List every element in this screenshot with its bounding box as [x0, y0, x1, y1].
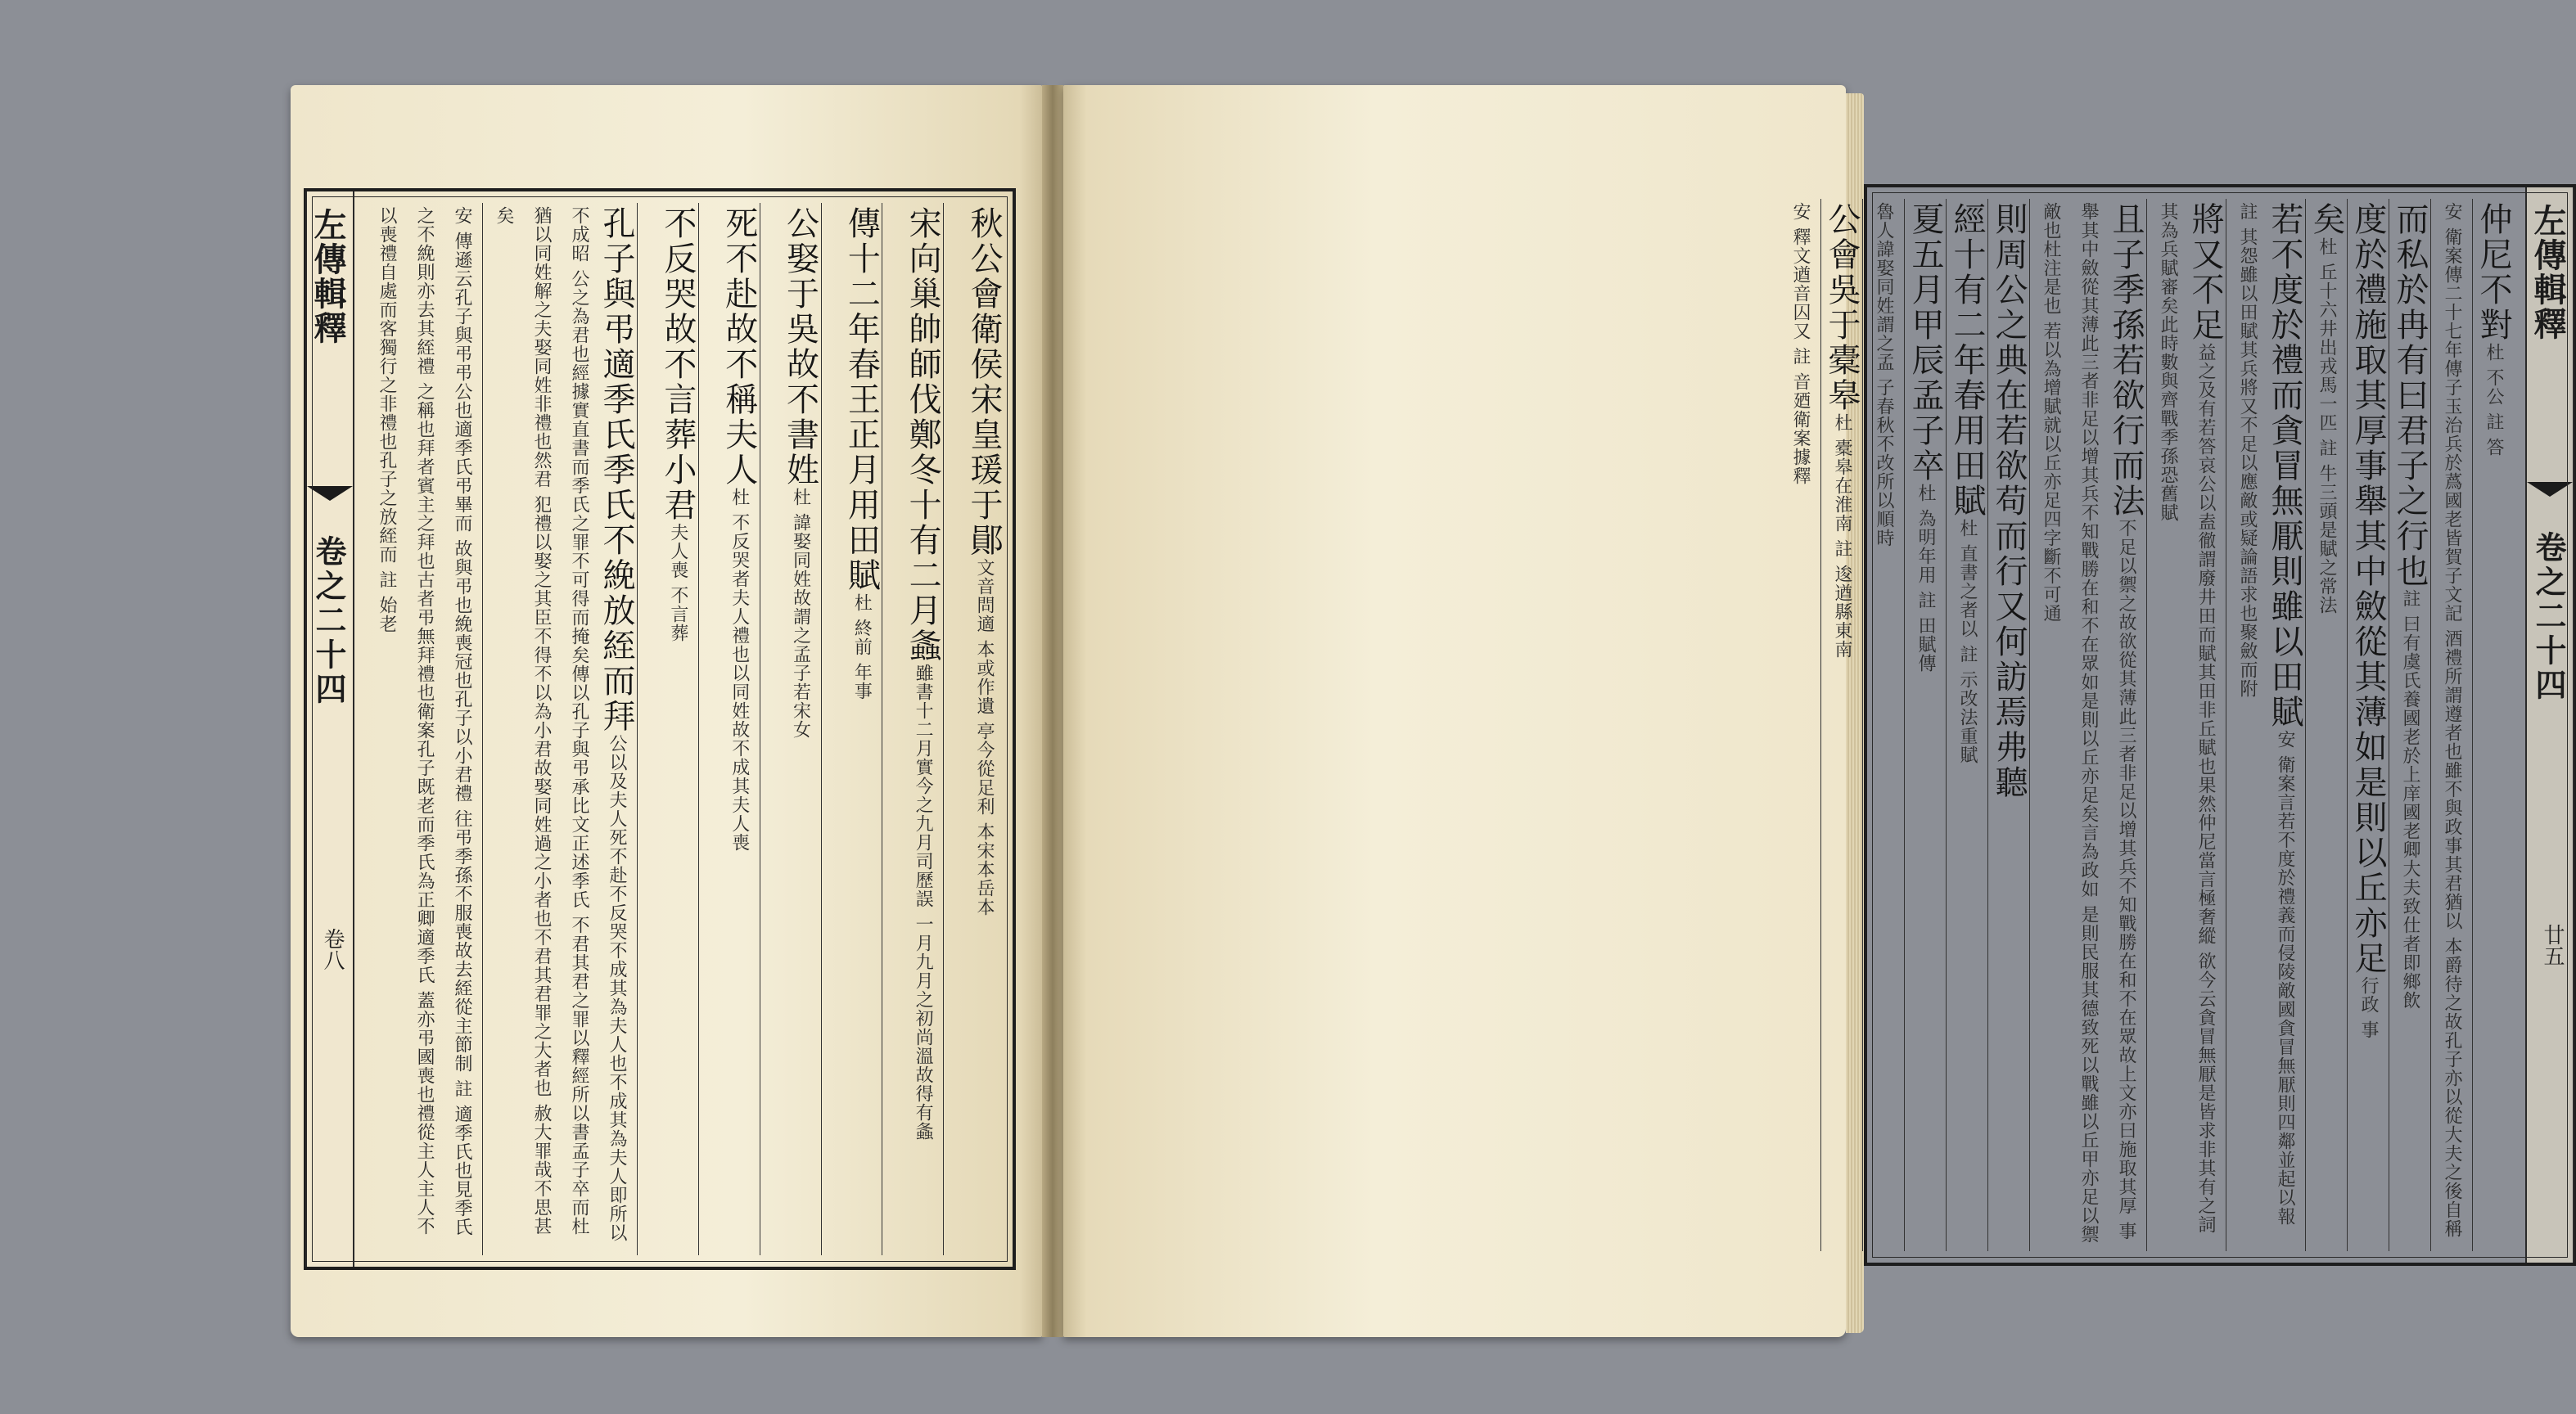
right-page	[1063, 85, 2567, 1337]
book-gutter	[1042, 85, 1063, 1337]
text-column	[698, 203, 760, 1255]
main-text: 若不度於禮而貪冒無厭則雖以田賦	[2266, 202, 2303, 730]
text-column	[1862, 199, 1904, 1251]
text-column	[2305, 199, 2347, 1251]
annotation-text: 公以及夫人死不赴不反哭不成其為夫人也不成其為夫人即所以不成昭 公之為君也經據實直書而季氏之罪不可得而掩矣傳以孔子與弔承比文正述季氏 不君其君之罪以釋經所以書孟子卒而杜猶以同姓解之夫娶同姓非禮也然君 犯禮以娶之其臣不得不以為小君故娶同姓過之小者也不君其君罪之大者也 赦大罪哉不思甚矣	[494, 206, 628, 1242]
annotation-text: 安 傳遜云孔子與弔弔公也適季氏弔畢而 故與弔也絻喪冠也孔子以小君禮 往弔季孫不服喪故去絰從主節制 註 適季氏也見季氏之不絻則亦去其絰禮 之稱也拜者賓主之拜也古者弔無拜禮也衛案孔子既老而季氏為正卿適季氏 蓋亦弔國喪也禮從主人主人不以喪禮自處而客獨行之非禮也孔子之放絰而 註 始老	[377, 206, 473, 1236]
annotation-text: 杜 終前 年事	[851, 593, 873, 700]
main-text: 公娶于吳故不書姓	[781, 206, 819, 488]
right-fold-folio: 廿五	[2540, 924, 2565, 966]
annotation-text: 益之及有若答哀公以盍徹謂廢井田而賦其田非丘賦也果然仲尼當言極奢縱 欲今云貪冒無厭是皆求非其有之詞其為兵賦審矣此時數與齊戰季孫恐舊賦	[2158, 202, 2216, 1234]
annotation-text: 安 釋文遒音囚又 註 音廼衛案據釋	[1790, 202, 1811, 485]
main-text: 秋公會衛侯宋皇瑗于鄖	[965, 206, 1003, 558]
right-text-columns	[1790, 199, 2514, 1251]
right-page-frame	[1790, 184, 2576, 1266]
main-text: 經十有二年春用田賦	[1948, 202, 1986, 519]
main-text: 而私於冉有曰君子之行也	[2391, 202, 2429, 589]
annotation-text: 不足以禦之故欲從其薄此三者非足以增其兵不知戰勝在和不在眾故上文亦曰施取其厚 事舉其中斂從其薄此三者非足以增其兵不知戰勝在和不在眾如是則以丘亦足矣言為政如 是則民服其德致死以戰雖以丘甲亦足以禦敵也杜注是也 若以為增賦就以丘亦足四字斷不可通	[2041, 202, 2136, 1244]
text-column	[760, 203, 821, 1255]
left-fold-volume: 卷之二十四	[310, 535, 347, 707]
text-column	[1987, 199, 2029, 1251]
annotation-text: 註 曰有虞氏養國老於上庠國老卿大夫致仕者即鄉飲	[2400, 589, 2420, 1010]
text-column	[637, 203, 698, 1255]
text-column	[2472, 199, 2514, 1251]
annotation-text: 杜 直書之者以 註 示改法重賦	[1957, 519, 1978, 764]
text-column	[1904, 199, 1946, 1251]
annotation-text: 文音問適 本或作遺 亭今從足利 本宋本岳本	[974, 558, 995, 916]
annotation-text: 杜 不公 註 答	[2484, 343, 2504, 457]
annotation-text: 杜 不反哭者夫人禮也以同姓故不成其夫人喪	[729, 488, 750, 852]
left-text-columns	[366, 203, 1004, 1255]
left-fold-folio: 卷八	[320, 928, 345, 970]
text-column	[1946, 199, 1987, 1251]
annotation-text: 杜 丘十六井出戎馬一匹 註 牛三頭是賦之常法	[2317, 237, 2337, 615]
main-text: 公會吳于橐皋	[1823, 202, 1861, 413]
text-column	[2226, 199, 2305, 1251]
left-page-frame	[304, 188, 1016, 1270]
left-page	[291, 85, 1042, 1337]
annotation-text: 安 衛案言若不度於禮義而侵陵敵國貪冒無厭則四鄰並起以報 註 其怨雖以田賦其兵將又不足以應敵或疑論語求也聚斂而附	[2237, 202, 2295, 1226]
annotation-text: 雖書十二月實今之九月司歷誤 一月九月之初尚溫故得有螽	[913, 664, 934, 1141]
text-column	[482, 203, 637, 1255]
main-text: 不反哭故不言葬小君	[658, 206, 697, 523]
fish-tail-mark	[2527, 482, 2573, 497]
fish-tail-mark	[307, 486, 353, 501]
annotation-text: 行政 事	[2358, 976, 2379, 1039]
main-text: 度於禮施取其厚事舉其中斂從其薄如是則以丘亦足	[2349, 202, 2387, 976]
annotation-text: 安 衛案傳二十七年傳子玉治兵於蔿國老皆賀子文記 酒禮所謂遵者也雖不與政事其君猶以 本爵待之故孔子亦以從大夫之後自稱	[2442, 202, 2462, 1238]
text-column	[2389, 199, 2430, 1251]
open-book	[291, 85, 2567, 1337]
main-text: 孔子與弔適季氏季氏不絻放絰而拜	[598, 206, 636, 734]
text-column	[2430, 199, 2472, 1251]
text-column	[2146, 199, 2226, 1251]
main-text: 死不赴故不稱夫人	[720, 206, 758, 488]
text-column	[882, 203, 943, 1255]
text-column	[366, 203, 482, 1255]
main-text: 將又不足	[2186, 202, 2224, 343]
right-fold-title: 左傳輯釋	[2529, 204, 2567, 341]
text-column	[1820, 199, 1862, 1251]
right-fold-column	[2525, 187, 2574, 1263]
main-text: 矣	[2308, 202, 2345, 237]
annotation-text: 杜 橐皋在淮南 註 逡遒縣東南	[1832, 413, 1852, 659]
annotation-text: 夫人喪 不言葬	[667, 523, 688, 642]
main-text: 傳十二年春王正月用田賦	[842, 206, 881, 593]
text-column	[943, 203, 1004, 1255]
main-text: 夏五月甲辰孟子卒	[1906, 202, 1944, 484]
main-text: 且子季孫若欲行而法	[2107, 202, 2145, 519]
text-column	[2029, 199, 2146, 1251]
left-fold-column	[305, 191, 354, 1267]
text-column	[1780, 199, 1820, 1251]
annotation-text: 魯人諱娶同姓謂之孟 子春秋不改所以順時	[1874, 202, 1894, 547]
text-column	[2347, 199, 2389, 1251]
annotation-text: 杜 為明年用 註 田賦傳	[1915, 484, 1936, 673]
main-text: 則周公之典在若欲苟而行又何訪焉弗聽	[1990, 202, 2028, 800]
main-text: 宋向巢帥師伐鄭冬十有二月螽	[904, 206, 942, 664]
text-column	[821, 203, 882, 1255]
main-text: 仲尼不對	[2474, 202, 2512, 343]
left-fold-title: 左傳輯釋	[309, 208, 347, 345]
annotation-text: 杜 諱娶同姓故謂之孟子若宋女	[790, 488, 811, 739]
right-fold-volume: 卷之二十四	[2530, 531, 2567, 703]
